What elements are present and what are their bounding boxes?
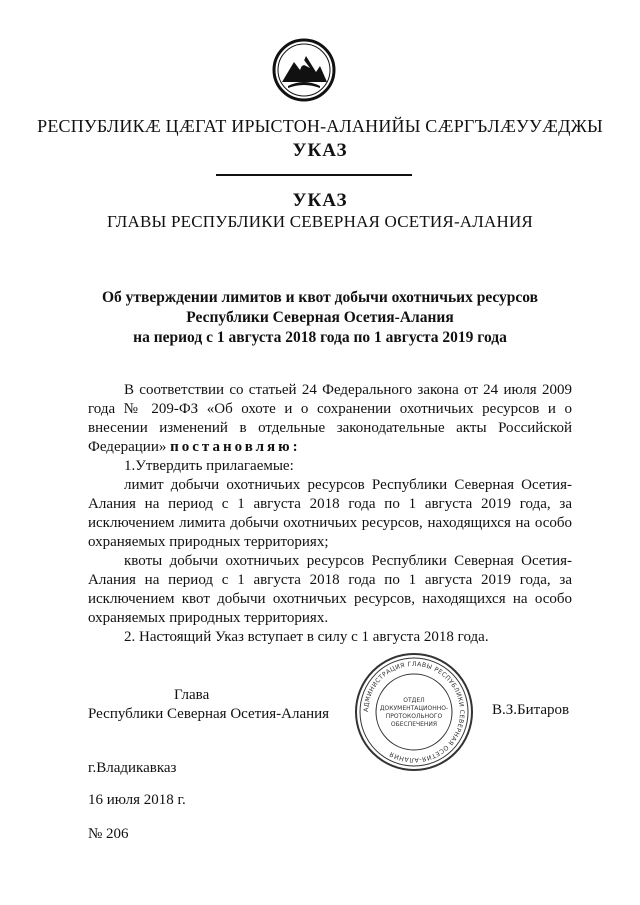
ukaz-heading-russian: УКАЗ	[292, 190, 348, 211]
decree-title-line-2: Республики Северная Осетия-Алания	[186, 309, 454, 326]
seal-center-line-2: ДОКУМЕНТАЦИОННО-	[379, 705, 449, 712]
header-divider	[216, 174, 412, 176]
item-1-quotas: квоты добычи охотничьих ресурсов Республики Северная Осетия-Алания на период с 1 августа 2018 года по 1 августа 2019 года, за исключением квот добычи охотничьих ресурсов, находящихся на особо охраняемых природных территориях.	[88, 553, 572, 626]
item-1: 1.Утвердить прилагаемые:	[124, 458, 294, 474]
item-2: 2. Настоящий Указ вступает в силу с 1 августа 2018 года.	[124, 629, 489, 645]
signatory-name: В.З.Битаров	[492, 702, 570, 718]
position-line-2: Республики Северная Осетия-Алания	[88, 706, 330, 722]
head-of-republic-title: ГЛАВЫ РЕСПУБЛИКИ СЕВЕРНАЯ ОСЕТИЯ-АЛАНИЯ	[107, 212, 533, 231]
seal-center-line-1: ОТДЕЛ	[403, 697, 425, 704]
decree-title	[60, 288, 580, 348]
seal-center-line-3: ПРОТОКОЛЬНОГО	[385, 713, 443, 720]
place-of-signing: г.Владикавказ	[88, 760, 177, 776]
signatory-position	[88, 686, 348, 724]
decree-body	[88, 381, 572, 647]
item-1-limits: лимит добычи охотничьих ресурсов Республики Северная Осетия-Алания на период с 1 августа 2018 года по 1 августа 2019 года, за исключением лимита добычи охотничьих ресурсов, находящихся на особо охраняемых природных территориях;	[88, 477, 572, 550]
coat-of-arms-icon	[272, 38, 336, 102]
decree-title-line-1: Об утверждении лимитов и квот добычи охотничьих ресурсов	[101, 289, 539, 306]
official-seal	[352, 650, 476, 774]
preamble-paragraph	[88, 381, 572, 457]
seal-center-line-4: ОБЕСПЕЧЕНИЯ	[390, 721, 438, 728]
ukaz-heading-ossetian: УКАЗ	[292, 140, 348, 161]
republic-name-ossetian: РЕСПУБЛИКÆ ЦÆГАТ ИРЫСТОН-АЛАНИЙЫ СÆРГЪЛÆУУÆДЖЫ	[37, 116, 603, 136]
decree-title-line-3: на период с 1 августа 2018 года по 1 августа 2019 года	[133, 329, 507, 346]
position-line-1: Глава	[174, 687, 210, 703]
decree-word: постановляю:	[170, 439, 301, 455]
decree-date: 16 июля 2018 г.	[88, 792, 186, 808]
seal-ring-text: АДМИНИСТРАЦИЯ ГЛАВЫ РЕСПУБЛИКИ СЕВЕРНАЯ ОСЕТИЯ-АЛАНИЯ	[362, 660, 466, 764]
preamble-text: В соответствии со статьей 24 Федерального закона от 24 июля 2009 года № 209-ФЗ «Об охоте и о сохранении охотничьих ресурсов и о внесении изменений в отдельные законодательные акты Российской Федерации»	[88, 382, 572, 455]
decree-number: № 206	[88, 826, 129, 842]
